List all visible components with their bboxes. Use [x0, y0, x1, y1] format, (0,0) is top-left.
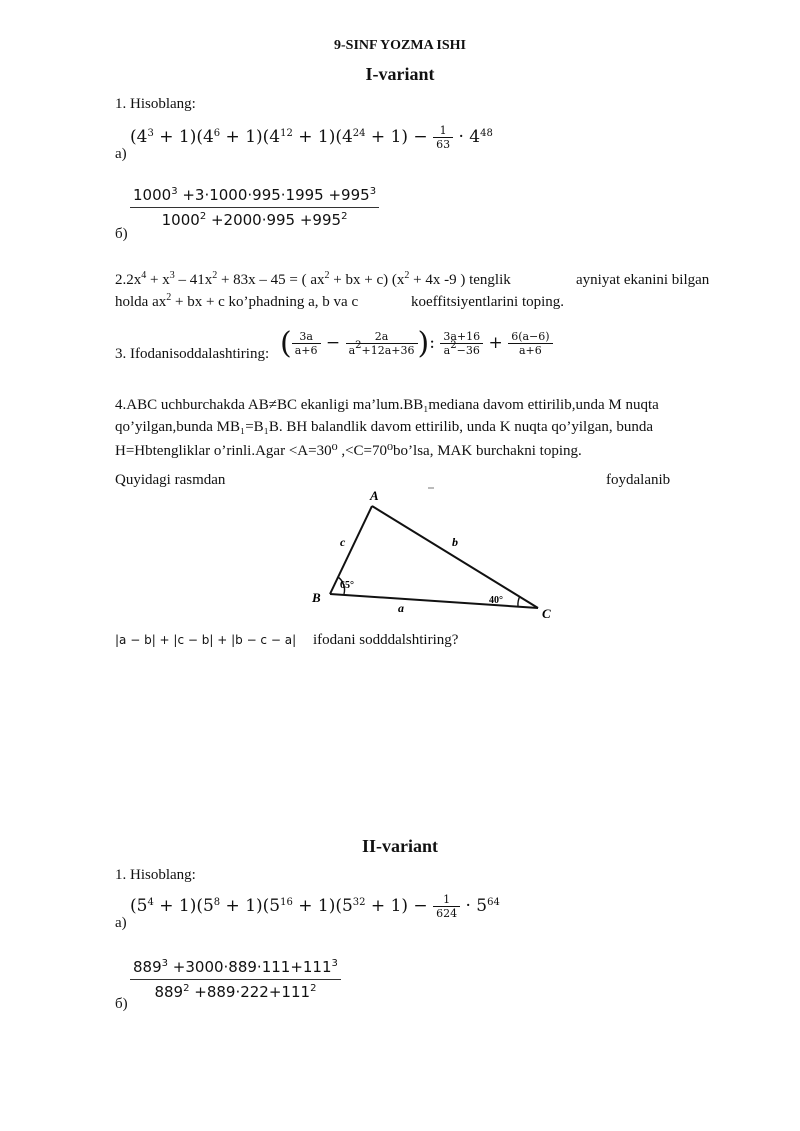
fraction: $\frac{6(a-6)}{a+6}$ — [508, 330, 552, 357]
vertex-b-label: B — [312, 590, 321, 605]
v1-problem-2-line-2-end: koeffitsiyentlarini toping. — [411, 294, 565, 310]
v1-problem-4-line-3: H=Hbtengliklar o’rinli.Agar <A=30⁰ ,<C=70⁰bo’lsa, MAK burchakni toping. — [115, 443, 582, 459]
angle-c-arc — [518, 596, 520, 606]
vertex-c-label: C — [542, 606, 551, 621]
fraction: $\frac{3a+16}{a^2-36}$ — [440, 330, 483, 357]
triangle-figure — [300, 484, 570, 629]
v1-problem-3-expression: ( $\frac{3a}{a+6}$ − $\frac{2a}{a^2+12a+36}$ ): $\frac{3a+16}{a^2-36}$ + $\frac{6(a-6)}{a+6}$ — [280, 326, 553, 361]
v2-problem-1a-marker: а) — [115, 915, 127, 931]
v1-problem-2-line-1-end: ayniyat ekanini bilgan — [576, 272, 710, 288]
side-a-label: a — [398, 601, 404, 615]
side-b-label: b — [452, 535, 458, 549]
v1-problem-2-line-1: $2.2x^4 + x^3 - 41x^2 + 83x - 45$ = ( $ax^2$ + bx + c) ($x^2 + 4x$ -9 ) tenglik — [115, 270, 511, 288]
fraction: $\frac{2a}{a^2+12a+36}$ — [346, 330, 418, 357]
variant-1-heading: I-variant — [365, 64, 435, 84]
side-c-label: c — [340, 535, 346, 549]
v1-problem-4-line-1: 4.ABC uchburchakda AB≠BC ekanligi ma’lum.BB₁mediana davom ettirilib,unda M nuqta — [115, 397, 659, 413]
angle-c-label: 40° — [489, 595, 503, 606]
v1-problem-4-line-2: qo’yilgan,bunda MB₁=B₁B. BH balandlik davom ettirilib, unda K nuqta qo’yilgan, bunda — [115, 419, 654, 435]
fraction: $\frac{3a}{a+6}$ — [292, 330, 321, 357]
v1-problem-3-label: 3. Ifodanisoddalashtiring: — [115, 346, 270, 362]
v1-problem-1b-marker: б) — [115, 226, 128, 242]
v1-problem-1a-expression: $(4^3 + 1)(4^6 + 1)(4^{12} + 1)(4^{24} + 1)$ − $\frac{1}{63}$ · $4^{48}$ — [130, 124, 493, 151]
page-title: 9-SINF YOZMA ISHI — [334, 38, 466, 53]
fraction: $\frac{1}{624}$ — [433, 893, 460, 920]
side-a — [330, 594, 538, 608]
v1-problem-2-line-2: holda $ax^2$ + bx + c ko’phadning a, b va c — [115, 292, 359, 310]
variant-2-heading: II-variant — [362, 836, 438, 856]
v1-problem-5-left: Quyidagi rasmdan — [115, 472, 226, 488]
v1-problem-1-label: 1. Hisoblang: — [115, 96, 196, 112]
fraction: $\frac{1}{63}$ — [433, 124, 453, 151]
v1-problem-5-right: foydalanib — [606, 472, 671, 488]
v2-problem-1-label: 1. Hisoblang: — [115, 867, 196, 883]
angle-b-label: 65° — [340, 580, 354, 591]
v2-problem-1b-marker: б) — [115, 996, 128, 1012]
vertex-a-label: A — [370, 488, 379, 503]
v1-problem-5-expression: |a − b| + |c − b| + |b − c − a| — [115, 633, 297, 647]
fraction: $\frac{1000^3 +3\cdot 1000\cdot 995\cdot 1995 +995^3}{1000^2 +2000\cdot 995 +995^2}$ — [130, 186, 379, 229]
v2-problem-1a-expression: $(5^4 + 1)(5^8 + 1)(5^{16} + 1)(5^{32} + 1)$ − $\frac{1}{624}$ · $5^{64}$ — [130, 893, 500, 920]
fraction: $\frac{889^3 +3000\cdot 889\cdot 111+111^3}{889^2 +889\cdot 222+111^2}$ — [130, 958, 341, 1001]
v1-problem-1a-marker: а) — [115, 146, 127, 162]
v2-problem-1b-expression — [130, 958, 341, 1001]
v1-problem-1b-expression — [130, 186, 379, 229]
side-b — [372, 506, 538, 608]
v1-problem-5-question: ifodani sodddalshtiring? — [313, 632, 459, 648]
